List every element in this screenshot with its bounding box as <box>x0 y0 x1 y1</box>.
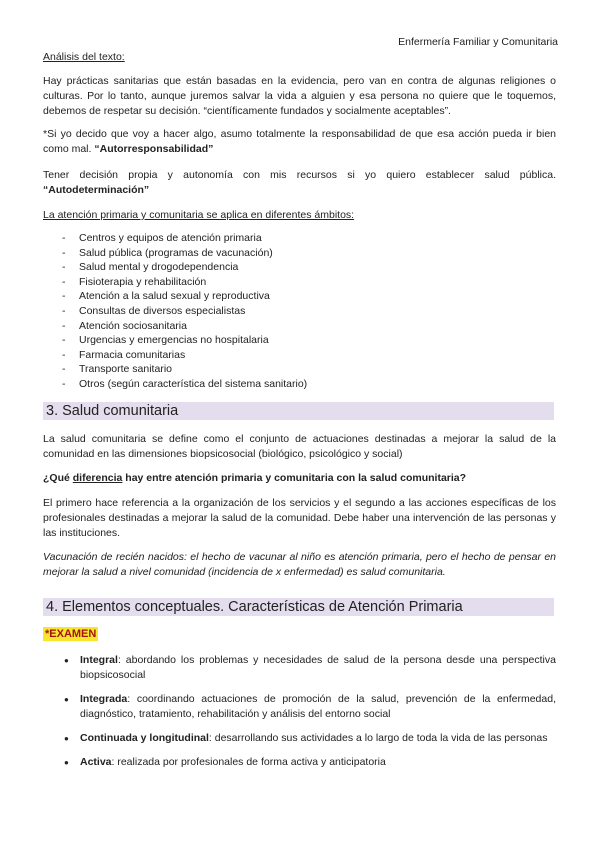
item-term: Integrada <box>80 693 128 705</box>
item-term: Continuada y longitudinal <box>80 732 209 744</box>
salud-comunitaria-definition: La salud comunitaria se define como el conjunto de actuaciones destinadas a mejorar la salud de la comunidad en las dimensiones biopsicosocial (biológico, psicológico y social) <box>43 433 556 460</box>
exam-marker: *EXAMEN <box>45 628 97 640</box>
list-item <box>64 653 556 683</box>
list-item: - Atención sociosanitaria <box>62 319 307 334</box>
list-item: - Salud mental y drogodependencia <box>62 260 307 275</box>
item-term: Integral <box>80 654 118 666</box>
analisis-paragraph-2 <box>43 127 556 157</box>
vacunacion-example: Vacunación de recién nacidos: el hecho de vacunar al niño es atención primaria, pero el hecho de pensar en mejorar la salud a nivel comunidad (incidencia de x enfermedad) es salud comunitaria. <box>43 551 556 578</box>
list-item: - Urgencias y emergencias no hospitalaria <box>62 333 307 348</box>
ambitos-list <box>62 231 307 392</box>
list-item: - Centros y equipos de atención primaria <box>62 231 307 246</box>
autodeterminacion-term: “Autodeterminación” <box>43 184 150 196</box>
item-text: : coordinando actuaciones de promoción de la salud, prevención de la enfermedad, diagnóstico, tratamiento, rehabilitación y análisis del entorno social <box>80 693 556 720</box>
list-item: - Atención a la salud sexual y reproductiva <box>62 289 307 304</box>
list-item <box>64 731 556 746</box>
list-item: - Otros (según característica del sistema sanitario) <box>62 377 307 392</box>
item-term: Activa <box>80 756 112 768</box>
running-header: Enfermería Familiar y Comunitaria <box>398 36 558 48</box>
section-4-heading: 4. Elementos conceptuales. Características de Atención Primaria <box>43 598 554 616</box>
item-text: : desarrollando sus actividades a lo largo de toda la vida de las personas <box>208 732 548 744</box>
item-text: : abordando los problemas y necesidades de salud de la persona desde una perspectiva biopsicosocial <box>80 654 556 681</box>
diferencia-answer: El primero hace referencia a la organización de los servicios y el segundo a las acciones específicas de los profesionales destinadas a mejorar la salud de la comunidad. Debe haber una intervención de las personas y las instituciones. <box>43 497 556 539</box>
item-text: : realizada por profesionales de forma activa y anticipatoria <box>111 756 386 768</box>
question-suffix: hay entre atención primaria y comunitaria con la salud comunitaria? <box>122 472 467 484</box>
analisis-paragraph-1: Hay prácticas sanitarias que están basadas en la evidencia, pero van en contra de algunas religiones o culturas. Por lo tanto, aunque juremos salvar la vida a alguien y esa persona no quiere que le toquemos, debemos de respetar su decisión. “científicamente fundados y socialmente aceptables”. <box>43 75 556 117</box>
question-keyword: diferencia <box>72 472 123 484</box>
ambitos-title: La atención primaria y comunitaria se aplica en diferentes ámbitos: <box>43 209 355 221</box>
list-item: - Farmacia comunitarias <box>62 348 307 363</box>
analisis-paragraph-3 <box>43 168 556 198</box>
section-3-heading: 3. Salud comunitaria <box>43 402 554 420</box>
list-item <box>64 755 556 770</box>
list-item: - Transporte sanitario <box>62 362 307 377</box>
autorresponsabilidad-term: “Autorresponsabilidad” <box>94 143 214 155</box>
list-item: - Consultas de diversos especialistas <box>62 304 307 319</box>
list-item: - Salud pública (programas de vacunación) <box>62 246 307 261</box>
paragraph-text: Tener decisión propia y autonomía con mis recursos si yo quiero establecer salud pública. <box>43 169 556 181</box>
paragraph-text: *Si yo decido que voy a hacer algo, asumo totalmente la responsabilidad de que esa acción pueda ir bien como mal. <box>43 128 556 155</box>
caracteristicas-list <box>64 653 556 770</box>
list-item <box>64 692 556 722</box>
diferencia-question <box>43 471 556 486</box>
analisis-title: Análisis del texto: <box>43 51 125 63</box>
list-item: - Fisioterapia y rehabilitación <box>62 275 307 290</box>
question-prefix: ¿Qué <box>43 472 73 484</box>
